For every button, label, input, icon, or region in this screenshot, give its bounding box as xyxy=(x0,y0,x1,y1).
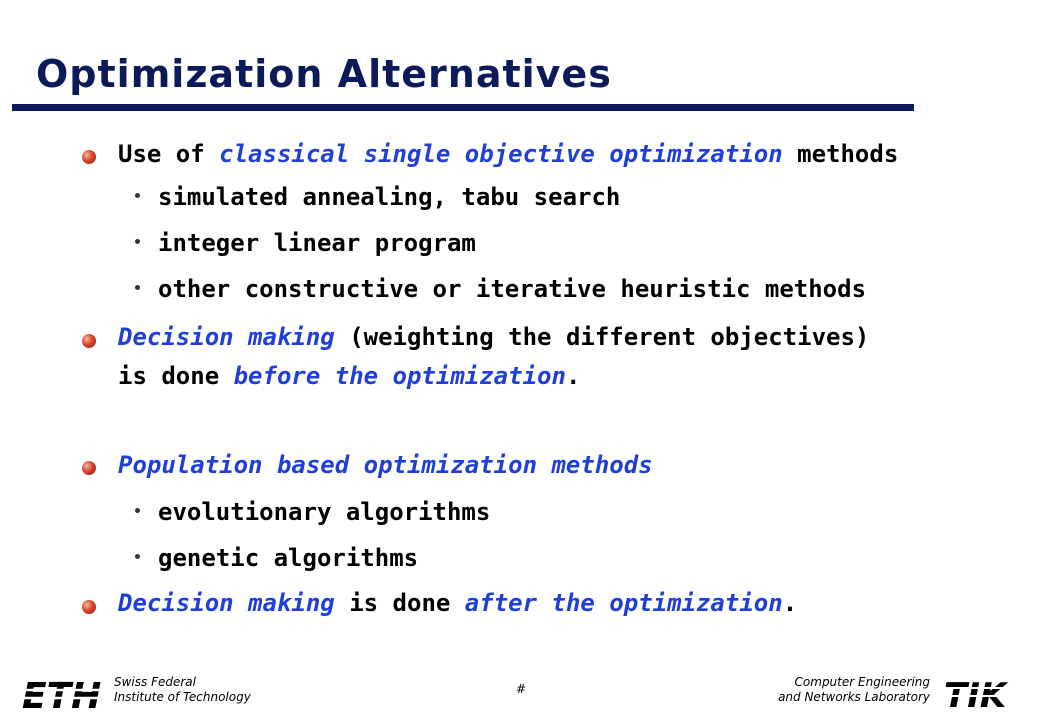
text: . xyxy=(782,589,798,617)
bullet-icon xyxy=(82,334,96,348)
sub-bullet-icon xyxy=(135,239,140,244)
sub-item-simulated-annealing: simulated annealing, tabu search xyxy=(158,183,621,211)
text: methods xyxy=(782,140,899,168)
highlight-text: Decision making xyxy=(118,323,335,351)
footer-laboratory-line1: Computer Engineering xyxy=(794,675,930,689)
text: (weighting the different objectives) xyxy=(334,323,870,351)
bullet-decision-making-before xyxy=(118,323,869,351)
highlight-text: after the optimization xyxy=(464,589,783,617)
bullet-decision-making-after xyxy=(118,589,797,617)
sub-bullet-icon xyxy=(135,508,140,513)
title-underline xyxy=(12,104,914,111)
sub-bullet-icon xyxy=(135,285,140,290)
sub-item-integer-linear-program: integer linear program xyxy=(158,229,476,257)
bullet-icon xyxy=(82,461,96,475)
tik-logo-icon xyxy=(942,676,1028,710)
text: . xyxy=(565,362,581,390)
highlight-text: Decision making xyxy=(118,589,335,617)
sub-item-genetic-algorithms: genetic algorithms xyxy=(158,544,419,572)
highlight-text: Population based optimization methods xyxy=(118,451,653,479)
footer-institution-line2: Institute of Technology xyxy=(114,690,251,704)
bullet-classical-methods xyxy=(118,140,898,168)
bullet-population-methods xyxy=(118,451,653,479)
sub-item-heuristic-methods: other constructive or iterative heuristic methods xyxy=(158,275,867,303)
bullet-decision-making-before-line2 xyxy=(118,362,580,390)
footer-laboratory xyxy=(760,675,930,705)
tik-logo-text: TIK xyxy=(944,676,1007,710)
highlight-text: classical single objective optimization xyxy=(219,140,783,168)
footer-laboratory-line2: and Networks Laboratory xyxy=(778,690,930,704)
highlight-text: before the optimization xyxy=(233,362,566,390)
footer-institution-line1: Swiss Federal xyxy=(114,675,196,689)
text: Use of xyxy=(118,140,220,168)
slide-footer xyxy=(0,660,1040,720)
slide-title: Optimization Alternatives xyxy=(36,52,612,96)
page-number: # xyxy=(516,682,527,696)
sub-bullet-icon xyxy=(135,193,140,198)
footer-institution xyxy=(114,675,251,705)
bullet-icon xyxy=(82,150,96,164)
text: is done xyxy=(334,589,465,617)
bullet-icon xyxy=(82,600,96,614)
text: is done xyxy=(118,362,234,390)
sub-item-evolutionary-algorithms: evolutionary algorithms xyxy=(158,498,491,526)
sub-bullet-icon xyxy=(135,554,140,559)
eth-logo-icon xyxy=(20,676,108,712)
eth-logo-text: ETH xyxy=(22,676,102,712)
